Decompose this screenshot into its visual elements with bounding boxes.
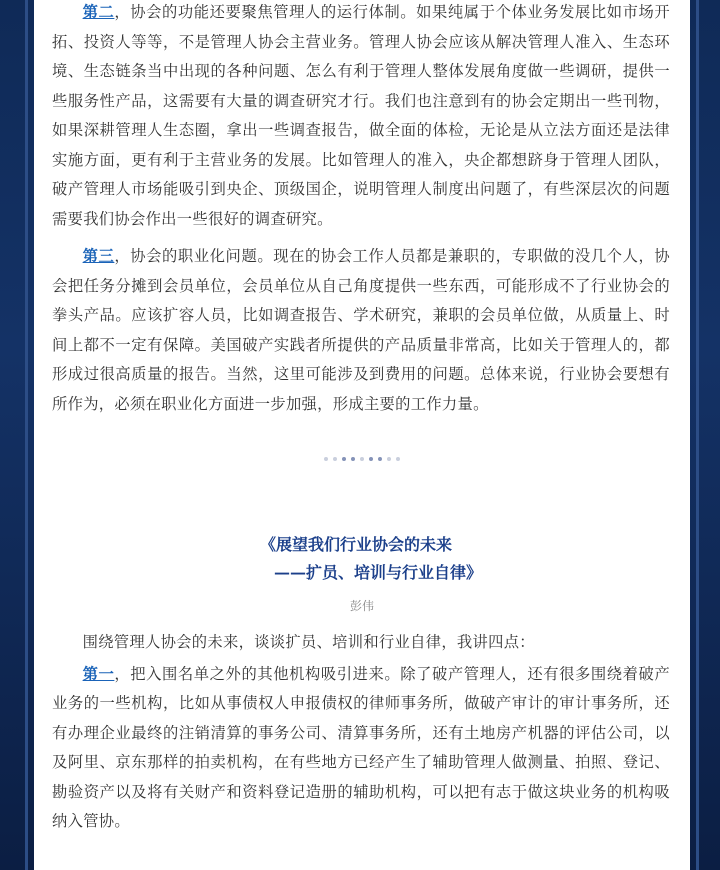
section-divider-dots: [34, 457, 690, 461]
divider-dot: [324, 457, 328, 461]
keyword-third: 第三: [82, 247, 115, 265]
paragraph-first: [52, 660, 670, 837]
paragraph-third-text: ，协会的职业化问题。现在的协会工作人员都是兼职的，专职做的没几个人，协会把任务分摊到会员单位，会员单位从自己角度提供一些东西，可能形成不了行业协会的拳头产品。应该扩容人员，比如调查报告、学术研究，兼职的会员单位做，从质量上、时间上都不一定有保障。美国破产实践者所提供的产品质量非常高，比如关于管理人的，都形成过很高质量的报告。当然，这里可能涉及到费用的问题。总体来说，行业协会要想有所作为，必须在职业化方面进一步加强，形成主要的工作力量。: [52, 247, 670, 413]
divider-dot: [369, 457, 373, 461]
keyword-first: 第一: [82, 664, 115, 683]
paragraph-second: [52, 0, 670, 234]
intro-paragraph: 围绕管理人协会的未来，谈谈扩员、培训和行业自律，我讲四点：: [82, 633, 535, 651]
article-body: [34, 0, 690, 419]
divider-dot: [387, 457, 391, 461]
article-title-line2: ——扩员、培训与行业自律》: [274, 563, 483, 582]
article-author: 彭伟: [349, 599, 374, 613]
left-decorative-border: [0, 0, 34, 870]
paragraph-second-text: ，协会的功能还要聚焦管理人的运行体制。如果纯属于个体业务发展比如市场开拓、投资人等等，不是管理人协会主营业务。管理人协会应该从解决管理人准入、生态环境、生态链条当中出现的各种问题、怎么有利于管理人整体发展角度做一些调研，提供一些服务性产品，这需要有大量的调查研究才行。我们也注意到有的协会定期出一些刊物，如果深耕管理人生态圈，拿出一些调查报告，做全面的体检，无论是从立法方面还是法律实施方面，更有利于主营业务的发展。比如管理人的准入，央企都想跻身于管理人团队，破产管理人市场能吸引到央企、顶级国企，说明管理人制度出问题了，有些深层次的问题需要我们协会作出一些很好的调查研究。: [52, 3, 670, 228]
divider-dot: [333, 457, 337, 461]
paragraph-third: [52, 242, 670, 419]
article-card: [34, 0, 690, 870]
divider-dot: [360, 457, 364, 461]
divider-dot: [342, 457, 346, 461]
article-body-2: [34, 628, 690, 837]
divider-dot: [378, 457, 382, 461]
keyword-second: 第二: [82, 3, 115, 21]
right-decorative-border: [690, 0, 720, 870]
article-title-line1: 《展望我们行业协会的未来: [260, 535, 453, 554]
paragraph-first-text: ，把入围名单之外的其他机构吸引进来。除了破产管理人，还有很多围绕着破产业务的一些机构，比如从事债权人申报债权的律师事务所，做破产审计的审计事务所，还有办理企业最终的注销清算的事务公司、清算事务所，还有土地房产机器的评估公司，以及阿里、京东那样的拍卖机构，在有些地方已经产生了辅助管理人做测量、拍照、登记、勘验资产以及将有关财产和资料登记造册的辅助机构，可以把有志于做这块业务的机构吸纳入管协。: [52, 664, 670, 830]
divider-dot: [351, 457, 355, 461]
divider-dot: [396, 457, 400, 461]
